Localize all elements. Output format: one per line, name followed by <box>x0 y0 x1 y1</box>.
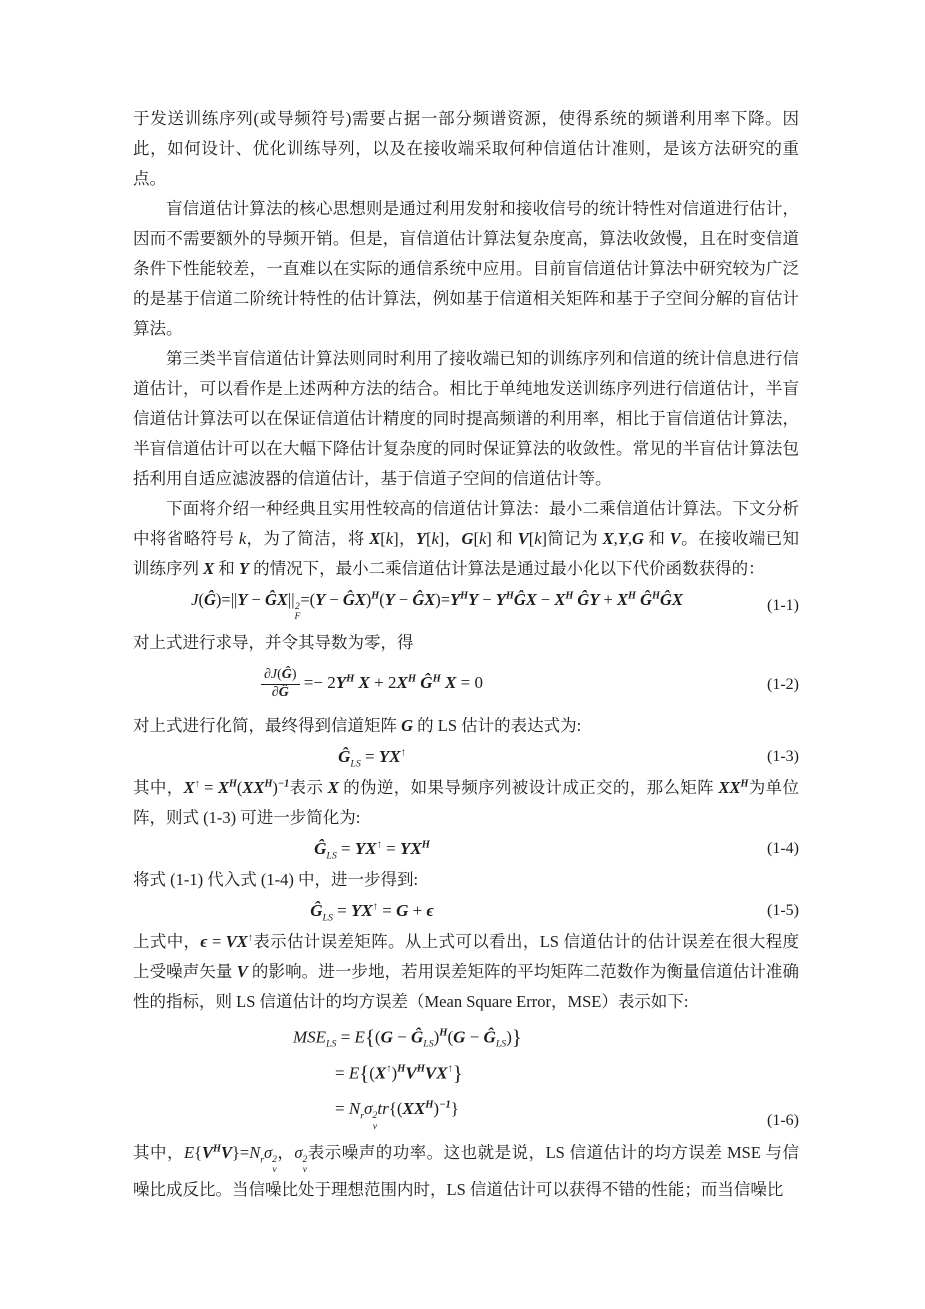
equation-1-4-body: $Ĝ_{LS} = YX^↑ = YX^H$ <box>314 838 430 862</box>
equation-1-6-line-3: = $N_r\sigma$ 2 v $tr\{(XX^H)^{-1}\}$ <box>335 1098 459 1132</box>
equation-1-1-number: (1-1) <box>767 597 799 615</box>
paragraph-simplify-lead: 对上式进行化简，最终得到信道矩阵 G 的 LS 估计的表达式为: <box>133 715 582 735</box>
equation-1-3-number: (1-3) <box>767 747 799 765</box>
equation-1-6 <box>133 1027 799 1132</box>
equation-1-6-line-1: $MSE_{LS} = E\{(G$ − $Ĝ_{LS})^H(G$ − $Ĝ_{LS}$)} <box>293 1026 522 1050</box>
equation-1-5-body: $Ĝ_{LS} = YX^↑ = G + \epsilon$ <box>310 900 434 924</box>
paragraph-blind-estimation: 盲信道估计算法的核心思想则是通过利用发射和接收信号的统计特性对信道进行估计，因而不需要额外的导频开销。但是，盲信道估计算法复杂度高，算法收敛慢，且在时变信道条件下性能较差，一直难以在实际的通信系统中应用。目前盲信道估计算法中研究较为广泛的是基于信道二阶统计特性的估计算法，例如基于信道相关矩阵和基于子空间分解的盲估计算法。 <box>133 199 799 338</box>
equation-1-6-line-2: = $E\{(X^↑)^HV^HVX^↑\}$ <box>335 1062 463 1085</box>
document-page <box>133 104 799 1205</box>
equation-1-3 <box>133 746 799 770</box>
paragraph-noise-power-snr: 其中，$E\{V^HV\}=N_r\sigma$ 2 v ，σ 2 v 表示噪声的功率。这也就是说，LS 信道估计的均方误差 MSE 与信噪比成反比。当信噪比处于理想范围内时，LS 信道估计可以获得不错的性能；而当信噪比 <box>133 1142 800 1200</box>
equation-1-4 <box>133 838 799 862</box>
paragraph-semiblind-estimation: 第三类半盲信道估计算法则同时利用了接收端已知的训练序列和信道的统计信息进行信道估计，可以看作是上述两种方法的结合。相比于单纯地发送训练序列进行信道估计，半盲信道估计算法可以在保证信道估计精度的同时提高频谱的利用率，相比于盲信道估计算法，半盲信道估计可以在大幅下降估计复杂度的同时保证算法的收敛性。常见的半盲估计算法包括利用自适应滤波器的信道估计，基于信道子空间的信道估计等。 <box>133 349 799 488</box>
equation-1-1-body: J(Ĝ)=||Y − ĜX|| 2 F =(Y − ĜX)$^H$(Y − $ĜX)=Y^HY$ − $Y^HĜX - X^H$ ĜY + $X^H$ $Ĝ^HĜX$ <box>191 590 683 623</box>
equation-1-1 <box>133 590 799 622</box>
equation-1-5 <box>133 900 799 924</box>
equation-1-6-number: (1-6) <box>767 1111 799 1129</box>
equation-1-2 <box>133 667 799 701</box>
equation-1-6-lines <box>133 1027 751 1132</box>
equation-1-4-number: (1-4) <box>767 839 799 857</box>
equation-1-2-body: $\frac{\partial J(Ĝ)}{\partial Ĝ}$ =− $2Y^H$ $X + 2X^H$ $Ĝ^H$ X = 0 <box>133 667 751 701</box>
paragraph-intro-continuation: 于发送训练序列(或导频符号)需要占据一部分频谱资源，使得系统的频谱利用率下降。因此，如何设计、优化训练导列，以及在接收端采取何种信道估计准则，是该方法研究的重点。 <box>133 109 799 188</box>
paragraph-ls-introduction: 下面将介绍一种经典且实用性较高的信道估计算法：最小二乘信道估计算法。下文分析中将省略符号 k，为了简洁，将 X[k]，Y[k]，G[k] 和 V[k]简记为 X,Y,G 和 V。在接收端已知训练序列 X 和 Y 的情况下，最小二乘信道估计算法是通过最小化以下代价函数获得的： <box>133 499 799 578</box>
equation-1-2-number: (1-2) <box>767 675 799 693</box>
paragraph-error-matrix: 上式中，ϵ = VX↑表示估计误差矩阵。从上式可以看出，LS 信道估计的估计误差在很大程度上受噪声矢量 V 的影响。进一步地，若用误差矩阵的平均矩阵二范数作为衡量信道估计准确性的指标，则 LS 信道估计的均方误差（Mean Square Error，MSE）表示如下: <box>133 931 800 1011</box>
equation-1-5-number: (1-5) <box>767 901 799 919</box>
paragraph-pseudoinverse: 其中，$X^↑ = X^H(XX^H)^{-1}$表示 X 的伪逆，如果导频序列被设计成正交的，那么矩阵 $XX^H$为单位阵，则式 (1-3) 可进一步简化为: <box>133 777 800 827</box>
paragraph-substitute-lead: 将式 (1-1) 代入式 (1-4) 中，进一步得到: <box>133 869 419 889</box>
paragraph-derivative-lead: 对上式进行求导，并令其导数为零，得 <box>133 633 414 653</box>
equation-1-3-body: $Ĝ_{LS} = YX^↑$ <box>338 746 406 770</box>
